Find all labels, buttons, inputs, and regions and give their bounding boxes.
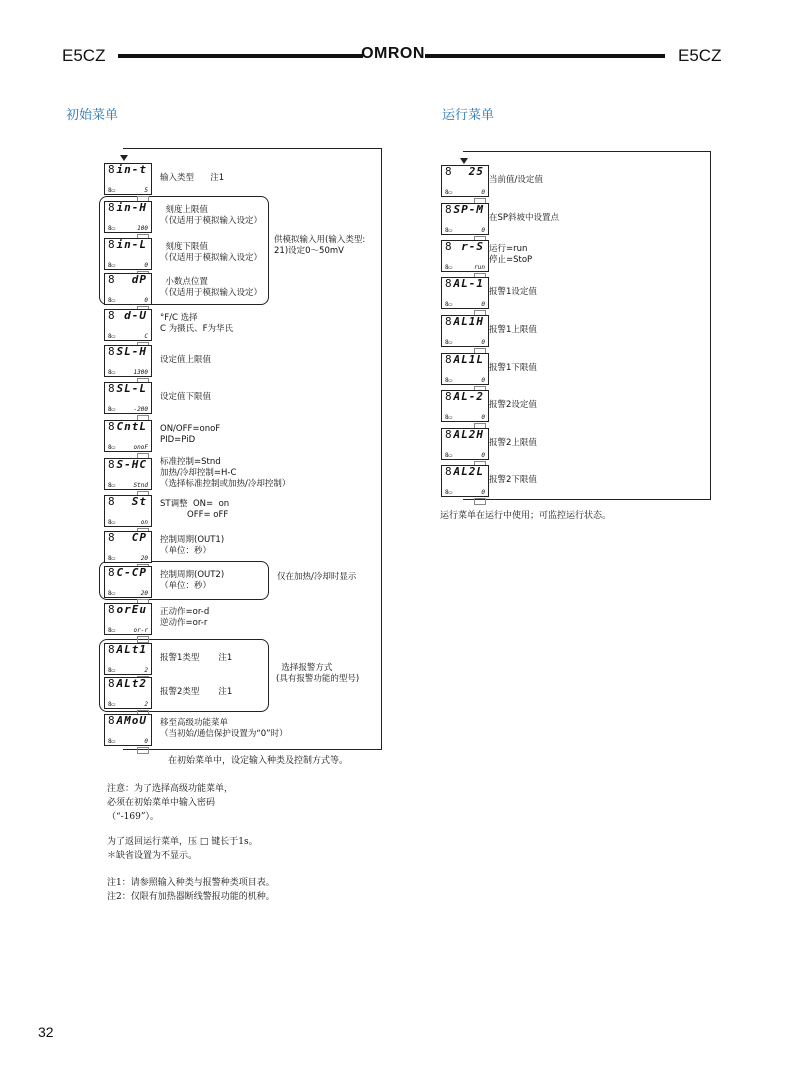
indicator-marks: 8▭ (108, 519, 116, 526)
indicator-marks: 8▭ (108, 369, 116, 376)
parameter-code: in-t (116, 163, 147, 176)
unit-indicator: 8 (108, 201, 116, 214)
unit-indicator: 8 (108, 273, 116, 286)
indicator-marks: 8▭ (108, 444, 116, 451)
mode-key-icon (137, 747, 149, 754)
header-model-right: E5CZ (678, 46, 722, 65)
parameter-value: 5 (144, 187, 148, 194)
indicator-marks: 8▭ (108, 701, 116, 708)
parameter-code: C-CP (116, 566, 147, 579)
parameter-value: -200 (133, 406, 148, 413)
unit-indicator: 8 (108, 420, 116, 433)
initial-display-14 (104, 677, 152, 709)
parameter-code: ALt2 (116, 677, 147, 690)
initial-label-10: 控制周期(OUT1) （单位：秒） (160, 535, 225, 556)
parameter-code: in-H (116, 201, 147, 214)
parameter-value: C (144, 333, 148, 340)
parameter-value: 20 (140, 590, 148, 597)
run-menu-title: 运行菜单 (442, 108, 495, 123)
indicator-marks: 8▭ (108, 262, 116, 269)
initial-display-5 (104, 345, 152, 377)
parameter-value: 0 (144, 738, 148, 745)
parameter-value: 0 (481, 339, 485, 346)
unit-indicator: 8 (108, 643, 116, 656)
return-note: 为了返回运行菜单，压 □ 键长于1s。 ＊缺省设置为不显示。 (107, 837, 258, 861)
run-display-0 (441, 165, 489, 197)
unit-indicator: 8 (108, 603, 116, 616)
run-display-7 (441, 428, 489, 460)
initial-display-15 (104, 714, 152, 746)
parameter-value: 0 (144, 297, 148, 304)
unit-indicator: 8 (108, 382, 116, 395)
parameter-code: 25 (468, 165, 484, 178)
parameter-value: 0 (481, 414, 485, 421)
indicator-marks: 8▭ (108, 555, 116, 562)
indicator-marks: 8▭ (445, 227, 453, 234)
parameter-value: 0 (481, 301, 485, 308)
initial-display-13 (104, 643, 152, 675)
parameter-value: or-r (133, 627, 148, 634)
header-rule-left (118, 54, 363, 58)
brand-logo: OMRON (361, 45, 425, 62)
mode-key-icon (137, 636, 149, 643)
header-rule-right (425, 54, 665, 58)
parameter-code: St (131, 495, 147, 508)
initial-display-4 (104, 309, 152, 341)
indicator-marks: 8▭ (445, 452, 453, 459)
mode-key-icon (474, 498, 486, 505)
parameter-code: SL-H (116, 345, 147, 358)
parameter-code: AL2H (453, 428, 484, 441)
run-display-5 (441, 353, 489, 385)
parameter-code: AMoU (116, 714, 147, 727)
indicator-marks: 8▭ (108, 225, 116, 232)
unit-indicator: 8 (445, 390, 453, 403)
unit-indicator: 8 (108, 163, 116, 176)
unit-indicator: 8 (445, 240, 453, 253)
unit-indicator: 8 (445, 465, 453, 478)
indicator-marks: 8▭ (445, 264, 453, 271)
run-menu-arrow (460, 158, 468, 164)
parameter-value: onoF (133, 444, 148, 451)
parameter-code: r-S (461, 240, 484, 253)
parameter-value: 0 (481, 452, 485, 459)
indicator-marks: 8▭ (108, 406, 116, 413)
parameter-value: 2 (144, 701, 148, 708)
parameter-code: AL-1 (453, 277, 484, 290)
initial-menu-arrow (120, 155, 128, 161)
parameter-code: SL-L (116, 382, 147, 395)
initial-display-12 (104, 603, 152, 635)
run-label-2: 运行=run 停止=StoP (489, 244, 533, 265)
parameter-value: 0 (481, 377, 485, 384)
initial-label-14: 报警2类型 注1 (160, 686, 233, 697)
parameter-value: 0 (481, 489, 485, 496)
initial-label-12: 正动作=or-d 逆动作=or-r (160, 607, 210, 628)
run-label-1: 在SP斜坡中设置点 (489, 212, 560, 223)
unit-indicator: 8 (445, 315, 453, 328)
run-label-5: 报警1下限值 (489, 362, 537, 373)
indicator-marks: 8▭ (445, 339, 453, 346)
parameter-value: 20 (140, 555, 148, 562)
initial-display-1 (104, 201, 152, 233)
indicator-marks: 8▭ (445, 489, 453, 496)
initial-label-7: ON/OFF=onoF PID=PiD (160, 424, 221, 445)
unit-indicator: 8 (445, 277, 453, 290)
run-menu-caption: 运行菜单在运行中使用；可监控运行状态。 (440, 511, 612, 521)
initial-display-6 (104, 382, 152, 414)
unit-indicator: 8 (108, 495, 116, 508)
unit-indicator: 8 (445, 165, 453, 178)
initial-display-0 (104, 163, 152, 195)
parameter-value: 1300 (133, 369, 148, 376)
parameter-value: 100 (137, 225, 148, 232)
unit-indicator: 8 (108, 309, 116, 322)
initial-display-3 (104, 273, 152, 305)
unit-indicator: 8 (445, 428, 453, 441)
indicator-marks: 8▭ (445, 377, 453, 384)
initial-label-4: °F/C 选择 C 为摄氏、F为华氏 (160, 313, 234, 334)
parameter-value: 0 (144, 262, 148, 269)
run-label-4: 报警1上限值 (489, 324, 537, 335)
footnotes: 注1：请参照输入种类与报警种类项目表。 注2：仅限有加热器断线警报功能的机种。 (107, 878, 275, 902)
unit-indicator: 8 (108, 238, 116, 251)
parameter-value: run (474, 264, 485, 271)
parameter-code: in-L (116, 238, 147, 251)
parameter-code: dP (131, 273, 147, 286)
initial-display-9 (104, 495, 152, 527)
parameter-code: orEu (116, 603, 147, 616)
indicator-marks: 8▭ (108, 590, 116, 597)
unit-indicator: 8 (445, 203, 453, 216)
initial-display-8 (104, 458, 152, 490)
initial-display-7 (104, 420, 152, 452)
indicator-marks: 8▭ (108, 738, 116, 745)
run-label-0: 当前值/设定值 (489, 174, 543, 185)
parameter-code: d-U (124, 309, 147, 322)
indicator-marks: 8▭ (445, 414, 453, 421)
initial-label-2: 刻度下限值 （仅适用于模拟输入设定） (160, 242, 263, 263)
advanced-menu-note: 注意：为了选择高级功能菜单， 必须在初始菜单中输入密码 （“-169”）。 (107, 784, 234, 822)
analog-group-note: 供模拟输入用(输入类型: 21)设定0～50mV (274, 235, 366, 256)
parameter-value: Stnd (133, 482, 148, 489)
run-label-7: 报警2上限值 (489, 437, 537, 448)
initial-menu-title: 初始菜单 (66, 108, 119, 123)
parameter-code: S-HC (116, 458, 147, 471)
run-display-8 (441, 465, 489, 497)
alarm-group-note: 选择报警方式 (具有报警功能的型号) (276, 663, 360, 684)
initial-display-10 (104, 531, 152, 563)
parameter-code: CntL (116, 420, 147, 433)
indicator-marks: 8▭ (108, 187, 116, 194)
run-label-3: 报警1设定值 (489, 286, 537, 297)
parameter-value: on (140, 519, 148, 526)
unit-indicator: 8 (445, 353, 453, 366)
indicator-marks: 8▭ (108, 333, 116, 340)
initial-label-1: 刻度上限值 （仅适用于模拟输入设定） (160, 205, 263, 226)
parameter-code: AL1H (453, 315, 484, 328)
run-display-3 (441, 277, 489, 309)
parameter-value: 0 (481, 189, 485, 196)
run-display-1 (441, 203, 489, 235)
parameter-code: ALt1 (116, 643, 147, 656)
heating-cooling-note: 仅在加热/冷却时显示 (277, 572, 357, 582)
unit-indicator: 8 (108, 531, 116, 544)
parameter-value: 0 (481, 227, 485, 234)
initial-display-11 (104, 566, 152, 598)
unit-indicator: 8 (108, 345, 116, 358)
indicator-marks: 8▭ (108, 297, 116, 304)
initial-label-11: 控制周期(OUT2) （单位：秒） (160, 570, 225, 591)
initial-label-0: 输入类型 注1 (160, 172, 225, 183)
unit-indicator: 8 (108, 677, 116, 690)
header-model-left: E5CZ (62, 46, 106, 65)
initial-label-15: 移至高级功能菜单 （当初始/通信保护设置为“0”时） (160, 718, 288, 739)
page-number: 32 (38, 1024, 54, 1040)
initial-label-13: 报警1类型 注1 (160, 652, 233, 663)
initial-display-2 (104, 238, 152, 270)
indicator-marks: 8▭ (108, 627, 116, 634)
indicator-marks: 8▭ (445, 189, 453, 196)
unit-indicator: 8 (108, 458, 116, 471)
parameter-value: 2 (144, 667, 148, 674)
run-display-6 (441, 390, 489, 422)
indicator-marks: 8▭ (445, 301, 453, 308)
parameter-code: CP (131, 531, 147, 544)
indicator-marks: 8▭ (108, 482, 116, 489)
parameter-code: AL1L (453, 353, 484, 366)
initial-label-3: 小数点位置 （仅适用于模拟输入设定） (160, 277, 263, 298)
parameter-code: AL-2 (453, 390, 484, 403)
indicator-marks: 8▭ (108, 667, 116, 674)
parameter-code: SP-M (453, 203, 484, 216)
run-label-6: 报警2设定值 (489, 399, 537, 410)
initial-menu-caption: 在初始菜单中，设定输入种类及控制方式等。 (168, 756, 349, 766)
initial-label-8: 标准控制=Stnd 加热/冷却控制=H-C （选择标准控制或加热/冷却控制） (160, 456, 291, 489)
run-display-2 (441, 240, 489, 272)
unit-indicator: 8 (108, 714, 116, 727)
unit-indicator: 8 (108, 566, 116, 579)
parameter-code: AL2L (453, 465, 484, 478)
initial-label-9: ST调整 ON= on OFF= oFF (160, 499, 230, 520)
run-label-8: 报警2下限值 (489, 474, 537, 485)
initial-label-6: 设定值下限值 (160, 391, 212, 402)
initial-label-5: 设定值上限值 (160, 354, 212, 365)
run-display-4 (441, 315, 489, 347)
